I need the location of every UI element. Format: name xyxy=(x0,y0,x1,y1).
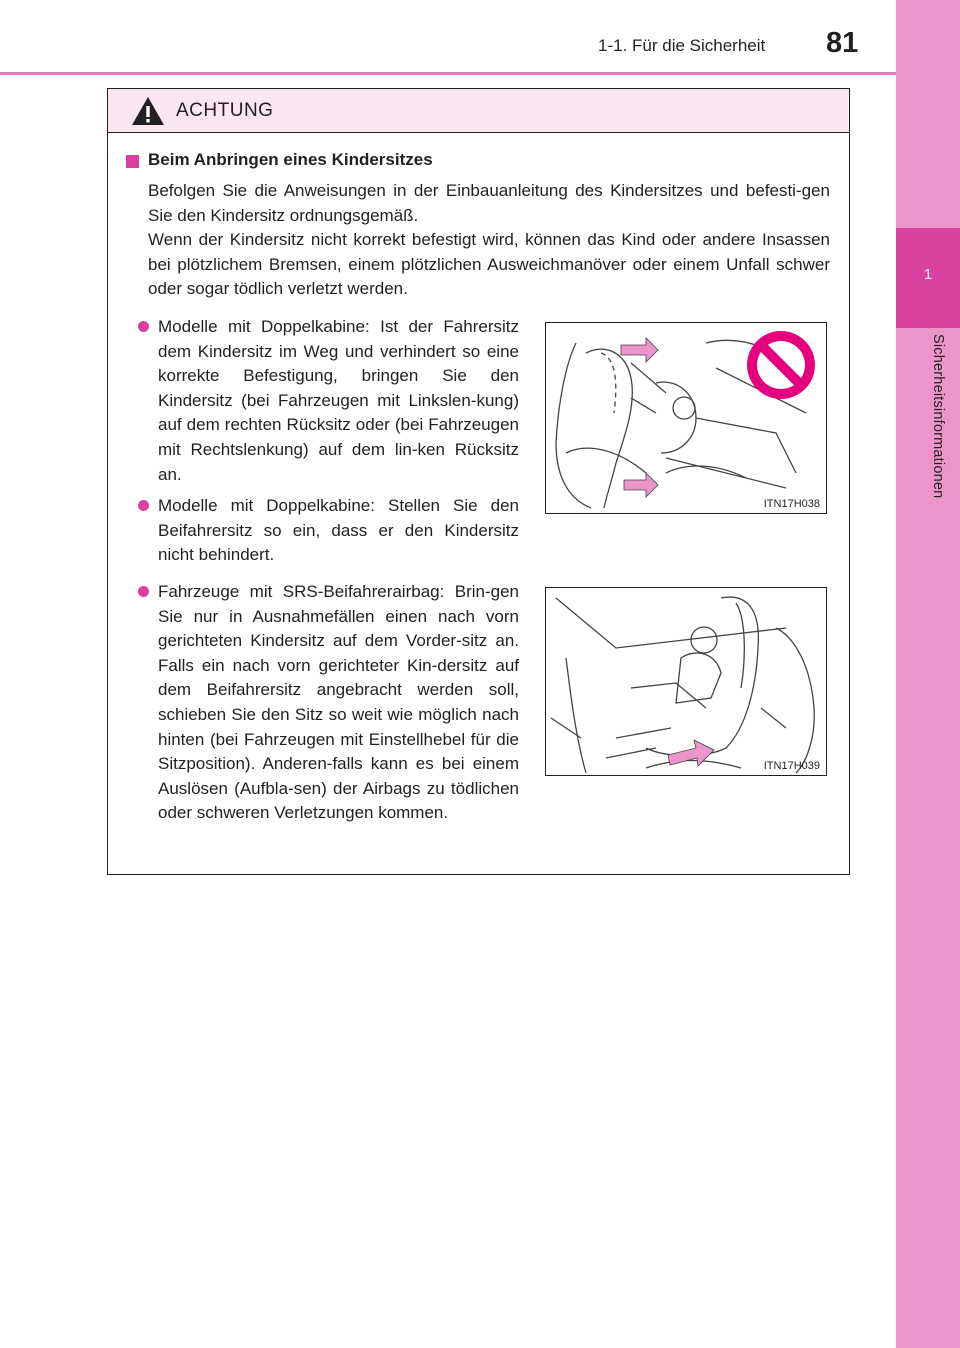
intro-paragraph-2: Wenn der Kindersitz nicht korrekt befestigt wird, können das Kind oder andere Insassen bei plötzlichem Bremsen, einem plötzlichen Ausweichmanöver oder einem Unfall schwer oder sogar tödlich verletzt werden. xyxy=(148,230,830,299)
figure-code: ITN17H039 xyxy=(763,760,820,772)
front-seat-drawing xyxy=(546,588,828,777)
intro-paragraph-1: Befolgen Sie die Anweisungen in der Einbauanleitung des Kindersitzes und befesti-gen Sie den Kindersitz ordnungsgemäß. xyxy=(148,181,830,225)
illustration-front-seat xyxy=(545,587,827,776)
item-bullet-icon xyxy=(138,586,149,597)
section-bullet-icon xyxy=(126,155,139,168)
list-item: Modelle mit Doppelkabine: Ist der Fahrersitz dem Kindersitz im Weg und verhindert so eine korrekte Befestigung, bringen Sie den Kindersitz (bei Fahrzeugen mit Linkslen-kung) auf dem rechten Rücksitz oder (bei Fahrzeugen mit Rechtslenkung) auf dem lin-ken Rücksitz an. xyxy=(158,317,519,484)
chapter-number: 1 xyxy=(923,266,933,283)
warning-header xyxy=(108,89,849,133)
list-item: Fahrzeuge mit SRS-Beifahrerairbag: Brin-gen Sie nur in Ausnahmefällen einen nach vorn gerichteten Kindersitz auf dem Vorder-sitz an. Falls ein nach vorn gerichteter Kin-dersitz auf dem Beifahrersitz angebracht werden soll, schieben Sie den Sitz so weit wie möglich nach hinten (bei Fahrzeugen mit Einstellhebel für die Sitzposition). Anderen-falls kann es bei einem Auslösen (Aufbla-sen) der Airbags zu tödlichen oder schweren Verletzungen kommen. xyxy=(158,582,519,823)
chapter-title: Sicherheitsinformationen xyxy=(930,334,946,499)
page-number: 81 xyxy=(826,27,859,59)
figure-code: ITN17H038 xyxy=(763,498,820,510)
side-tab xyxy=(896,0,960,1348)
warning-label: ACHTUNG xyxy=(176,100,274,121)
rear-seat-drawing xyxy=(546,323,828,515)
warning-triangle-icon xyxy=(130,95,166,127)
warning-intro xyxy=(148,179,830,302)
header-rule xyxy=(0,72,896,75)
warning-section-title: Beim Anbringen eines Kindersitzes xyxy=(148,150,433,169)
item-bullet-icon xyxy=(138,321,149,332)
item-bullet-icon xyxy=(138,500,149,511)
list-item: Modelle mit Doppelkabine: Stellen Sie den Beifahrersitz so ein, dass er den Kindersitz nicht behindert. xyxy=(158,496,519,565)
section-title: 1-1. Für die Sicherheit xyxy=(598,36,766,55)
illustration-rear-seat xyxy=(545,322,827,514)
